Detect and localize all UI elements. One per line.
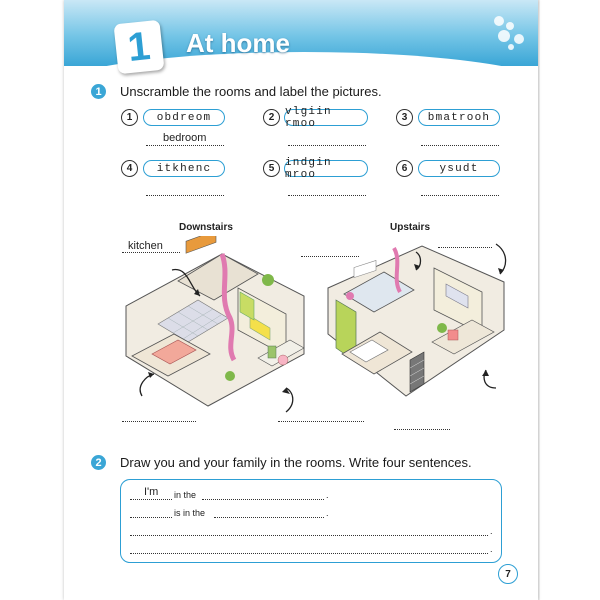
downstairs-kitchen-line[interactable] xyxy=(122,252,180,253)
workbook-page xyxy=(64,0,538,600)
item-number-5: 5 xyxy=(263,160,280,177)
sentence-2-period: . xyxy=(326,508,329,518)
upstairs-label: Upstairs xyxy=(390,222,431,233)
unit-number-box: 1 xyxy=(114,20,165,75)
exercise-2-instruction: Draw you and your family in the rooms. Write four sentences. xyxy=(120,455,472,470)
sentence-4-period: . xyxy=(490,544,493,554)
sentence-1-blank-b[interactable] xyxy=(202,499,324,500)
sentence-1-answer: I'm xyxy=(144,486,159,498)
upstairs-floor-plan xyxy=(322,238,512,418)
answer-line-2[interactable] xyxy=(288,145,366,146)
downstairs-floor-plan xyxy=(118,236,314,426)
answer-line-3[interactable] xyxy=(421,145,499,146)
sentence-4-line[interactable] xyxy=(130,553,488,554)
sentence-3-period: . xyxy=(490,526,493,536)
answer-line-6[interactable] xyxy=(421,195,499,196)
upstairs-bathroom-line[interactable] xyxy=(301,256,359,257)
answer-1: bedroom xyxy=(163,132,207,144)
item-number-2: 2 xyxy=(263,109,280,126)
scrambled-word-1: obdreom xyxy=(143,109,225,126)
bubbles-icon xyxy=(492,16,526,52)
answer-line-1[interactable] xyxy=(146,145,224,146)
item-number-4: 4 xyxy=(121,160,138,177)
sentence-2-blank-a[interactable] xyxy=(130,517,172,518)
exercise-2-number: 2 xyxy=(91,455,106,470)
downstairs-kitchen-label: kitchen xyxy=(128,240,163,252)
upstairs-study-line[interactable] xyxy=(394,429,450,430)
answer-line-4[interactable] xyxy=(146,195,224,196)
item-number-6: 6 xyxy=(396,160,413,177)
sentence-1-blank-a[interactable] xyxy=(130,499,172,500)
sentence-2-blank-b[interactable] xyxy=(214,517,324,518)
page-title: At home xyxy=(186,28,290,58)
scrambled-word-4: itkhenc xyxy=(143,160,225,177)
downstairs-dining-line[interactable] xyxy=(122,421,196,422)
item-number-1: 1 xyxy=(121,109,138,126)
answer-line-5[interactable] xyxy=(288,195,366,196)
sentence-1-in-the: in the xyxy=(174,490,197,500)
exercise-1-instruction: Unscramble the rooms and label the pictures. xyxy=(120,84,382,99)
scrambled-word-6: ysudt xyxy=(418,160,500,177)
downstairs-label: Downstairs xyxy=(179,222,233,233)
downstairs-living-line[interactable] xyxy=(278,421,364,422)
sentence-2-is-in-the: is in the xyxy=(174,508,206,518)
upstairs-bedroom-line[interactable] xyxy=(438,247,492,248)
scrambled-word-5: indgin mroo xyxy=(284,160,368,177)
scrambled-word-2: vlgiin rmoo xyxy=(284,109,368,126)
sentence-1-period: . xyxy=(326,490,329,500)
scrambled-word-3: bmatrooh xyxy=(418,109,500,126)
sentence-3-line[interactable] xyxy=(130,535,488,536)
page-number: 7 xyxy=(498,564,518,584)
item-number-3: 3 xyxy=(396,109,413,126)
exercise-1-number: 1 xyxy=(91,84,106,99)
